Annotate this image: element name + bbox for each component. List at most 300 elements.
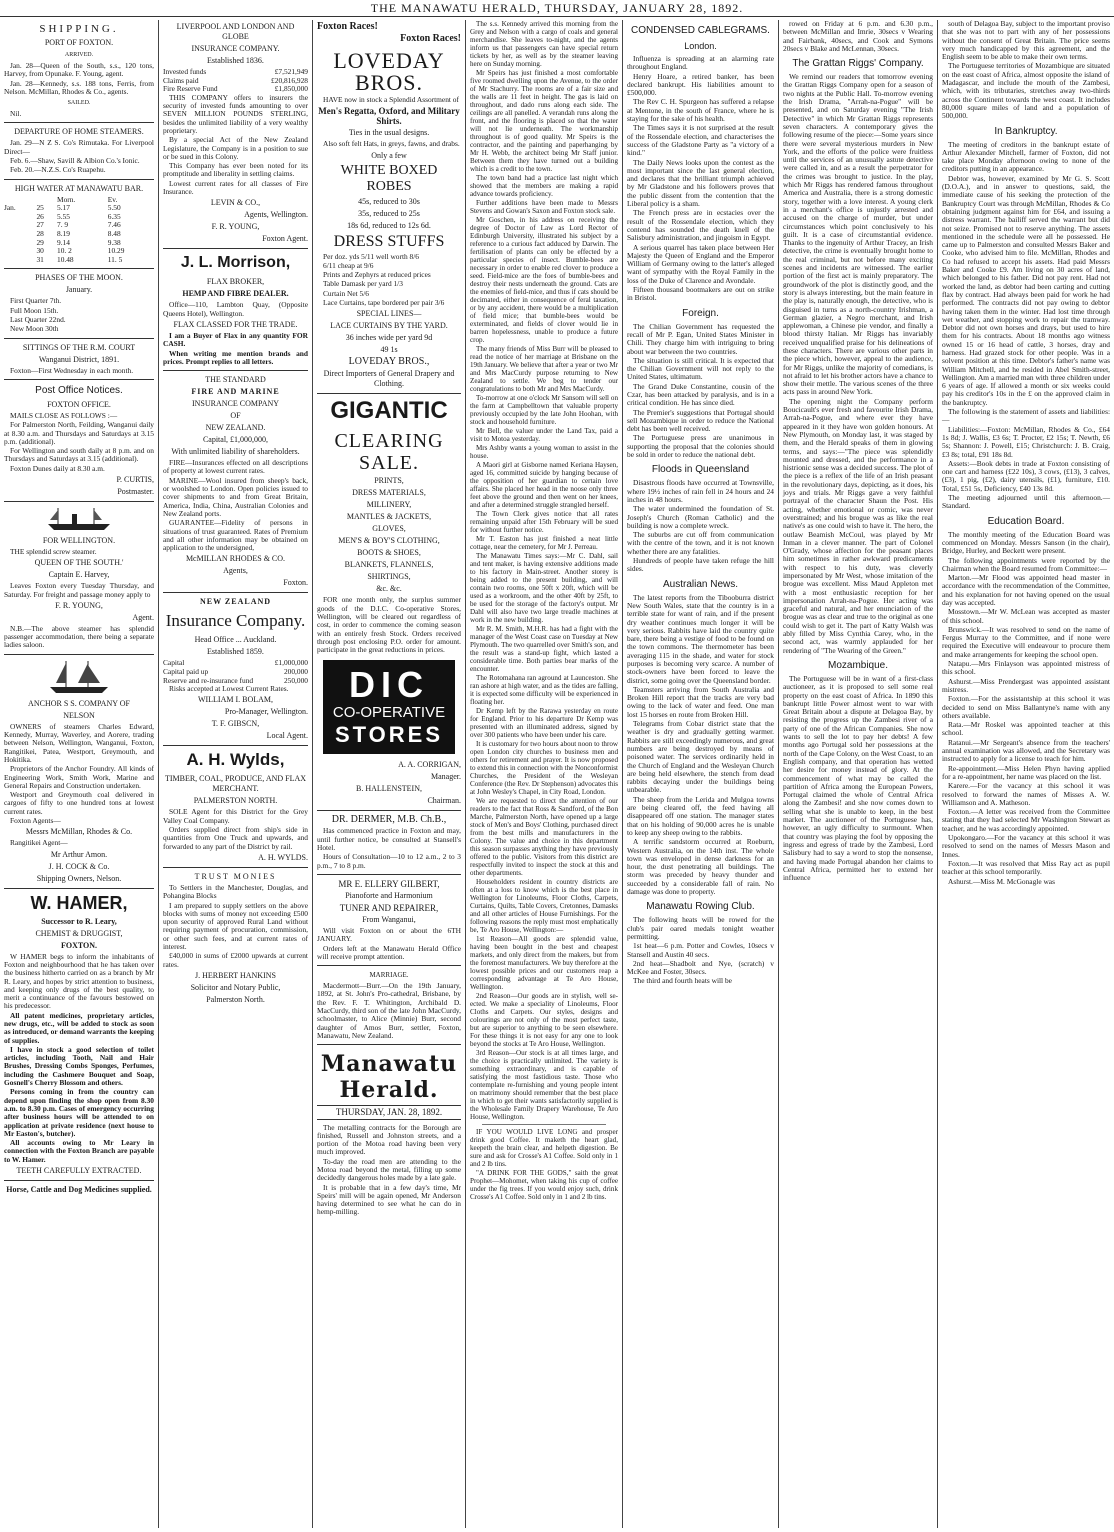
paragraph: Mr Speirs has just finished a most comfortable five roomed dwelling upon the Avenue, to the order of Mr Stachurry. The rooms are of a fair size and the walls are 11 feet in height. The gas is laid on throughout, and dado runs along each side. The ceilings are all panelled. A verandah runs along the front, and the flooring is placed so that the water will not lie underneath. The workmanship throughout is of good quality. Mr Speirs is the contractor, and the painting and paperhanging by Mr H. Webb, the architect being Mr Staff junior. Between them they have turned out a building which is a credit to the town. bbox=[470, 69, 618, 173]
text-line: 18s 6d, reduced to 12s 6d. bbox=[347, 220, 431, 230]
logo-text: STORES bbox=[334, 722, 444, 748]
table-row bbox=[4, 247, 154, 256]
paragraph: The Portuguese territories of Mozambique are situated on the east coast of Africa, almost opposite the island of Madagascar, and include the mouth of the Zambesi, which, with its tributaries, stretches away two-thirds across the Continent towards the west coast. It includes 80,000 square miles of land and a population of 500,000. bbox=[942, 61, 1110, 121]
paragraph: Foxton.—For the assistantship at this school it was decided to send on Miss Ballantyne's name with any others available. bbox=[942, 694, 1110, 720]
signature: T. F. GIBSCN, bbox=[211, 719, 260, 729]
paragraph: "A DRINK FOR THE GODS," saith the great Prophet—Mohomet, when taking his cup of coffee under the fig trees. If you would enjoy such, drink Crosse's A1 Coffee. Sold only in 1 and 2 lb tins. bbox=[470, 1169, 618, 1201]
masthead: THE MANAWATU HERALD, THURSDAY, JANUARY 28, 1892. bbox=[0, 0, 1114, 17]
subheading: SITTINGS OF THE R.M. COURT bbox=[22, 342, 136, 352]
paragraph: Foxton Dunes daily at 8.30 a.m. bbox=[10, 463, 105, 473]
text-line: Messrs McMillan, Rhodes & Co. bbox=[25, 827, 133, 837]
section-heading: Australian News. bbox=[662, 578, 739, 590]
text-line: 49 1s bbox=[380, 345, 398, 355]
section-heading: Manawatu Rowing Club. bbox=[646, 901, 755, 913]
paragraph: Full Moon 15th. bbox=[10, 305, 59, 315]
divider bbox=[4, 501, 154, 502]
advert-title: Foxton Races! bbox=[317, 21, 378, 32]
signature-title: Pro-Manager, Wellington. bbox=[224, 707, 308, 717]
table-cell: 28 bbox=[36, 229, 44, 239]
advert-title: DR. DERMER, M.B. Ch.B., bbox=[331, 814, 447, 826]
table-cell: Capital bbox=[163, 658, 185, 668]
paragraph: Table Damask per yard 1/3 bbox=[323, 279, 403, 289]
paragraph: Dr Kemp left by the Rarawa yesterday en route for England. Prior to his departure Dr Kemp was presented with an illuminated address, signed by over 300 patients who have been under his care. bbox=[470, 707, 618, 739]
logo-text: DIC bbox=[349, 664, 429, 706]
paragraph: 3rd Reason—Our stock is at all times large, and the choice is practically unlimited. The variety is something extraordinary, and is capable of satisfying the most fastidious taste. Those who contemplate re-furnishing and young people intent on matrimony should remember that the best place in which to get their wants satisfactorily supplied is the Wholesale Family Drapery Warehouse, Te Aro House, Wellington. bbox=[470, 1049, 618, 1121]
subheading: Established 1836. bbox=[207, 56, 264, 65]
signature: J. HERBERT HANKINS bbox=[195, 970, 276, 980]
divider bbox=[163, 745, 308, 746]
column-3 bbox=[313, 20, 465, 1528]
paragraph: The Rotomahana ran aground at Launceston. She ran ashore at high water, and as the tides are falling, it is expected some difficulty will be experienced in floating her. bbox=[470, 674, 618, 706]
advert-title: A. H. Wylds, bbox=[186, 750, 285, 770]
subheading: TIMBER, COAL, PRODUCE, AND FLAX MERCHANT. bbox=[164, 774, 307, 794]
paragraph: Telegrams from Cobar district state that the weather is dry and gradually getting warmer. Rabbits are still exceedingly numerous, and great numbers are being destroyed by means of poisoned water. The services ordinarily held in the Church of England and the Wesleyan Church are being held elsewhere, the stench from dead rabbits decaying under the buildings being unbearable. bbox=[627, 719, 774, 795]
table-cell: Ev. bbox=[107, 194, 118, 204]
funds-table bbox=[163, 68, 308, 94]
paragraph: Rata.—Mr Roskel was appointed teacher at this school. bbox=[942, 720, 1110, 738]
paragraph: The opening night the Company perform Boucicault's ever fresh and favourite Irish Drama, Arrah-na-Pogue, and where ever they have appeared in it they have won golden honours. At New Plymouth, on Monday last, it was staged by them, and the Herald speaks of them in glowing terms, and says:—"The piece was splendidly mounted and dressed, and the performance in a histrionic sense was a decided success. The plot of the piece is a reflex of the life of an Irish peasant in the revolutionary days, depicting, as it does, his joys and trials. Mr Riggs gave a very faithful portrayal of the character Shaun the Post. His acting, whether emotional or comic, was never overstrained; and his brogue was as like the real native's as one could wish to have it. The hero, the outlaw Beamish McCoul, was played by Mr Inman in a clever manner. The part of Colonel O'Grady, whose affection for the peasant places him sometimes in rather awkward predicaments with respect to his duty, was cleverly impersonated by Mr West, whose imitation of the brogue was excellent. Miss Maud Appleton met with a most enthusiastic reception for her impersonation Arrah-na-Pogue. Her acting was graceful and natural, and her enunciation of the brogue was as clear and true to the original as one could wish to get it. The part of Katty Walsh was ably filled by Miss Cynthia Carey, who, in the second act, was warmly applauded for her rendering of "The Wearing of the Green." bbox=[783, 396, 933, 655]
column-5 bbox=[623, 20, 778, 1528]
paragraph: Prints and Zephyrs at reduced prices bbox=[323, 270, 431, 280]
signature-title: Postmaster. bbox=[117, 486, 154, 496]
ship-icon bbox=[44, 659, 114, 695]
signature: McMILLAN RHODES & CO. bbox=[185, 554, 286, 564]
paragraph: The meeting of creditors in the bankrupt estate of Arthur Alexander Mitchell, farmer of Foxton, did not take place Monday afternoon owing to none of the creditors putting in an appearance. bbox=[942, 139, 1110, 174]
paragraph: The suburbs are cut off from communication with the centre of the town, and it is not known whether there are any fatalities. bbox=[627, 530, 774, 556]
divider bbox=[4, 888, 154, 889]
table-cell: 9.14 bbox=[57, 237, 70, 247]
table-cell bbox=[4, 213, 36, 222]
paragraph: 1st heat—6 p.m. Potter and Cowles, 10secs v Stansell and Austin 40 secs. bbox=[627, 941, 774, 959]
signature-title: Foxton Agent. bbox=[262, 234, 308, 244]
paragraph: 6/11 cheap at 9/6 bbox=[323, 260, 374, 270]
paragraph: A serious quarrel has taken place between Her Majesty the Queen of England and the Emperor William of Germany owing to the latter's alleged want of sympathy with the Royal Family in the loss of the Duke of Clarence and Avondale. bbox=[627, 242, 774, 285]
paragraph: FIRE—Insurances effected on all descriptions of property at lowest current rates. bbox=[163, 458, 308, 476]
paragraph: N.B.—The above steamer has splendid passenger accommodation, there being a separate ladies saloon. bbox=[4, 623, 154, 650]
subheading: HEMP AND FIBRE DEALER. bbox=[182, 289, 289, 299]
section-heading: Foreign. bbox=[682, 307, 719, 319]
text-line: J. H. COCK & Co. bbox=[48, 861, 110, 871]
advert-title: Insurance Company. bbox=[165, 611, 306, 631]
signature-title: Manager. bbox=[431, 772, 461, 782]
subheading: Established 1859. bbox=[207, 647, 264, 657]
paragraph: south of Delagoa Bay, subject to the important proviso that she was not to part with any of her possessions without the consent of Great Britain. The price seems very much handicapped by this agreement, and the English seem to be able to make their own terms. bbox=[942, 20, 1110, 62]
paragraph: Leaves Foxton every Tuesday Thursday, and Saturday. For freight and passage money apply to bbox=[4, 581, 154, 599]
paragraph: Mr Bell, the valuer under the Land Tax, paid a visit to Motoa yesterday. bbox=[470, 427, 618, 443]
paragraph: Lowest current rates for all classes of Fire Insurance. bbox=[163, 178, 308, 197]
subheading: NELSON bbox=[63, 710, 95, 720]
subheading: NEW ZEALAND. bbox=[205, 423, 266, 433]
section-heading: Post Office Notices. bbox=[35, 384, 123, 396]
divider bbox=[163, 248, 308, 249]
divider bbox=[4, 379, 154, 380]
section-heading: SHIPPING. bbox=[39, 23, 119, 35]
text-line: January. bbox=[65, 285, 93, 295]
table-cell bbox=[4, 239, 36, 248]
signature-title: Agent. bbox=[132, 612, 154, 622]
signature-title: Direct Importers of General Drapery and Clothing. bbox=[323, 369, 455, 389]
list-item: MANTLES & JACKETS, bbox=[346, 512, 432, 522]
divider bbox=[4, 122, 154, 123]
newspaper-nameplate: Manawatu Herald. bbox=[320, 1051, 458, 1104]
divider bbox=[317, 810, 461, 811]
paragraph: Disastrous floods have occurred at Townsville, where 19½ inches of rain fell in 24 hours and 24 inches in 48 hours. bbox=[627, 478, 774, 504]
paragraph: SOLE Agent for this District for the Grey Valley Coal Company. bbox=[163, 807, 308, 825]
signature: A. H. WYLDS. bbox=[258, 852, 308, 862]
subheading: FOXTON OFFICE. bbox=[47, 399, 111, 409]
paragraph: Natapu.—Mrs Finlayson was appointed mistress of this school. bbox=[942, 659, 1110, 677]
subheading: ANCHOR S S. COMPANY OF bbox=[28, 698, 130, 708]
list-item: PRINTS, bbox=[374, 476, 404, 486]
paragraph: To-day the road men are attending to the Motoa road beyond the metal, filling up some decidedly dangerous holes made by a late gale. bbox=[317, 1156, 461, 1183]
paragraph: rowed on Friday at 6 p.m. and 6.30 p.m., between McMillan and Imrie, 30secs v Wearing and Fairbank, 40secs, and Cook and Symons 20secs v Blake and McLennan, 30secs. bbox=[783, 20, 933, 53]
paragraph: Macdermott—Burr.—On the 19th January, 1892, at St. John's Pro-cathedral, Brisbane, by the Rev. F. T. Whitington, Archibald D. MacCurdy, third son of the late John MacCurdy, schoolmaster, to Alice (Minnie) Burr, second daughter of Amos Burr, settler, Foxton, Manawatu, New Zealand. bbox=[317, 981, 461, 1040]
section-heading: Floods in Queensland bbox=[651, 464, 750, 476]
paragraph: The following is the statement of assets and liabilities:— bbox=[942, 407, 1110, 425]
subheading: MARRIAGE. bbox=[369, 971, 409, 980]
signature: F. R. YOUNG, bbox=[211, 222, 260, 232]
signature: LEVIN & CO., bbox=[210, 198, 261, 208]
subheading: Men's Regatta, Oxford, and Military Shirts. bbox=[318, 106, 460, 127]
table-cell: 26 bbox=[36, 211, 44, 221]
paragraph: First Quarter 7th. bbox=[10, 296, 62, 306]
table-cell: Capital paid up bbox=[163, 666, 209, 676]
advert-title: LIVERPOOL AND LONDON AND GLOBE bbox=[176, 22, 295, 41]
subheading: DEPARTURE OF HOME STEAMERS. bbox=[14, 127, 144, 137]
table-cell: Jan. bbox=[4, 203, 16, 213]
subheading: Pianoforte and Harmonium bbox=[345, 890, 433, 900]
table-cell: Invested funds bbox=[163, 67, 207, 76]
high-water-table bbox=[4, 196, 154, 265]
paragraph: THE splendid screw steamer. bbox=[10, 546, 97, 556]
divider bbox=[163, 867, 308, 868]
paragraph: When writing me mention brands and prices. Prompt replies to all letters. bbox=[163, 348, 308, 366]
signature: F. R. YOUNG, bbox=[55, 600, 103, 610]
divider bbox=[4, 338, 154, 339]
paragraph: £40,000 in sums of £2000 upwards at current rates. bbox=[163, 951, 308, 969]
divider bbox=[317, 393, 461, 394]
table-cell: 27 bbox=[36, 220, 44, 230]
table-cell: 31 bbox=[36, 254, 44, 264]
paragraph: To-morrow at one o'clock Mr Sansom will sell on the farm at Campbelltown that valuable property previously occupied by the late John Hoohan, with stock and household furniture. bbox=[470, 394, 618, 426]
paragraph: Assets:—Book debts in trade at Foxton consisting of one cart and harness (£22 10s), 3 cows, (£13), 3 calves, (£3), 1 pig, (£2), dairy utensils, (£1), furniture, £10. Total, £51 5s, Deficiency, £40 13s 8d. bbox=[942, 458, 1110, 493]
paragraph: The third and fourth heats will be bbox=[633, 976, 732, 986]
table-cell: 11. 5 bbox=[107, 254, 123, 264]
table-cell bbox=[4, 230, 36, 239]
paragraph: The Portuguese will be in want of a first-class auctioneer, as it is proposed to sell some real property on the east coast of Africa. In 1890 this bankrupt little Power almost went to war with Great Britain about a dispute at Delagoa Bay, by resisting the progress up the Zambesi river of a party of one of the African Companies. She now wants to sell the lot to pay her debts! A few months ago Portugal sold her possessions at the north of the Cape Colony, on the West Coast, to an English company, and that operation has wetted her desire for money instead of glory. At the commencement of what may be called the partition of Africa among the European Powers, Portugal claimed the whole of Central Africa along the Zambesi! and she now comes down to selling what she is unable to keep, in the best market. The auctioneer of the Portuguese has, however, an ugly difficulty to surmount. When that country was playing the fool by opposing the ingress and egress of trade by the Zambesi, Lord Salisbury had to say a word to stop the nonsense, and having made Portugal abandon her claims to Central Africa, permitted her to extend her influence bbox=[783, 673, 933, 883]
advert-title: GIGANTIC bbox=[330, 397, 448, 425]
table-cell: 7.46 bbox=[107, 220, 121, 230]
section-heading: Education Board. bbox=[987, 515, 1065, 527]
list-item: MILLINERY, bbox=[366, 500, 412, 510]
subheading: LACE CURTAINS BY THE YARD. bbox=[330, 321, 448, 331]
table-cell: 25 bbox=[36, 203, 44, 213]
signature-title: Solicitor and Notary Public, bbox=[190, 982, 281, 992]
subheading: Successor to R. Leary, bbox=[41, 916, 117, 926]
paragraph: For Wellington and south daily at 8 p.m. and on Thursdays and Saturdays at 3.15 (additional). bbox=[4, 446, 154, 464]
paragraph: Foxton.—It was resolved that Miss Ray act as pupil teacher at this school temporarily. bbox=[942, 858, 1110, 877]
table-cell: 5.17 bbox=[57, 203, 70, 213]
divider bbox=[163, 592, 308, 593]
paragraph: The Manawatu Times says:—Mr C. Dahl, sail and tent maker, is having extensive additions made to his factory in Main-street. Another storey is being added to the present building, and will contain two rooms, one 50ft x 20ft, which will be used as a workroom, and the other 40ft by 25ft, to be used for the storage of the factory's output. Mr Dahl will also have two large treadle machines at work in the new building. bbox=[470, 552, 618, 624]
paragraph: Upokongaro.—For the vacancy at this school it was resolved to send on the names of Messrs Mason and Innes. bbox=[942, 833, 1110, 859]
paragraph: Marton.—Mr Flood was appointed head master in accordance with the recommendation of the Committee, and his explanation for not having opened on the usual day was accepted. bbox=[942, 573, 1110, 607]
signature-title: Palmerston North. bbox=[206, 994, 265, 1004]
paragraph: New Moon 30th bbox=[10, 324, 59, 334]
advert-title: LOVEDAY BROS. bbox=[333, 48, 445, 95]
text-line: 35s, reduced to 25s bbox=[358, 208, 420, 218]
table-cell: Fire Reserve Fund bbox=[163, 84, 218, 94]
paragraph: Fifteen thousand bootmakers are out on strike in Bristol. bbox=[627, 285, 774, 303]
logo-text: CO-OPERATIVE bbox=[332, 704, 446, 722]
subheading: SAILED. bbox=[67, 100, 91, 107]
paragraph: The following appointments were reported by the Chairman when the Board resumed from Committee:— bbox=[942, 555, 1110, 573]
text-line: TEETH CAREFULLY EXTRACTED. bbox=[16, 1166, 142, 1176]
paragraph: Orders supplied direct from ship's side in quantities from One Truck and upwards, and forwarded to any part of the District by rail. bbox=[163, 825, 308, 851]
advert-title: THE STANDARD bbox=[205, 375, 266, 385]
paragraph: Mr T. Easton has just finished a neat little cottage, near the cemetery, for Mr J. Perreau. bbox=[470, 535, 618, 551]
list-item: &c. &c. bbox=[376, 584, 402, 594]
paragraph: The Grand Duke Constantine, cousin of the Czar, has been attacked by paralysis, and is in a critical condition. He has since died. bbox=[627, 381, 774, 408]
text-line: Shipping Owners, Nelson. bbox=[36, 873, 122, 883]
paragraph: Ashurst.—Miss Prendergast was appointed assistant mistress. bbox=[942, 676, 1110, 694]
paragraph: Debtor was, however, examined by Mr G. S. Scott (D.O.A.), and in answer to questions, said, the immediate cause of his seeking the protection of the Bankruptcy Court was through McMillan, Rhodes & Co obtaining judgment against him for £64, and issuing a distress warrant. The bailiff served the warrant but did not seize. Promised not to reserve anything. The assets mentioned in the schedule were all he possessed. He came up to Palmerston and consulted Messrs Baker and Cooke, who advised him to file. McMillan, Rhodes and Co had refused to accept his assets. Had paid Messrs Baker and Cooke £9. Am living on 30 acres of land, which belonged to his father. Did not pay rent. Had not worked the land, as debtor had been carting and cutting flax by contract. Had always been paid for work he had performed. The contracts did not pay owing to debtor having taken them in the winter. Had lost time through wet weather, and stopping work to repair the tramway. Debtor did not own horses and drays, but used to hire them for his contracts. About 18 months ago witness owned 15 or 16 head of cattle, 3 horses, dray and harness. Had grazed stock for other people. Was in a solvent position at this time. Debtor's father's name was William Mitchell, and he resided in Abel Smith-street, Wellington. Am a married man with three children under 6 years of age. If allowed a month or six weeks could pay his creditor's 10s in the £ on the approved claim in the bankruptcy. bbox=[942, 173, 1110, 407]
table-cell: £7,521,949 bbox=[274, 67, 308, 76]
paragraph: Westport and Greymouth coal delivered in cargoes of fifty to one hundred tons at lowest current rates. bbox=[4, 790, 154, 816]
paragraph: The following heats will be rowed for the club's pair oared medals tonight weather permitting. bbox=[627, 915, 774, 941]
paragraph: Householders resident in country districts are often at a loss to know which is the best place in Wellington for Linoleums, Floor Cloths, Carpets, Curtains, Quilts, Table Covers, Cretonnes, Damasks and all other articles of House Furnishings. For the following reasons the reply must most emphatically be, Te Aro House, Wellington:— bbox=[470, 878, 618, 934]
text-line: From Wanganui, bbox=[362, 914, 416, 924]
paragraph: A Maori girl at Gisborne named Keriana Haysen, aged 16, committed suicide by hanging because of the opposition of her guardian to certain love affairs. She placed her head in the noose only three feet above the ground and then went on her knees, and after a determined struggle strangled herself. bbox=[470, 461, 618, 509]
table-cell: 250,000 bbox=[283, 675, 308, 685]
paragraph: Hours of Consultation—10 to 12 a.m., 2 to 3 p.m., 7 to 8 p.m. bbox=[317, 852, 461, 870]
paragraph: Mosstown.—Mr W. McLean was accepted as master of this school. bbox=[942, 607, 1110, 625]
table-cell: 10.48 bbox=[57, 254, 74, 264]
section-heading: The Grattan Riggs' Company. bbox=[792, 58, 924, 70]
text-line: Only a few bbox=[371, 150, 407, 160]
table-cell: 200,000 bbox=[283, 666, 308, 676]
paragraph: I am a Buyer of Flax in any quantity FOR CASH. bbox=[163, 330, 308, 349]
paragraph: The Portuguese press are unanimous in supporting the proposal that the colonies should be sold in order to reduce the national debt. bbox=[627, 433, 774, 460]
table-cell: £1,000,000 bbox=[274, 658, 308, 668]
subheading: TUNER AND REPAIRER, bbox=[339, 902, 439, 913]
table-cell: 6.35 bbox=[107, 211, 121, 221]
divider bbox=[317, 1044, 461, 1045]
subheading: FLAX BROKER, bbox=[206, 277, 265, 287]
table-cell: Claims paid bbox=[163, 75, 199, 85]
paragraph: Risks accepted at Lowest Current Rates. bbox=[169, 684, 289, 694]
subheading: PORT OF FOXTON. bbox=[44, 38, 114, 47]
text-line: QUEEN OF THE SOUTH.' bbox=[34, 558, 124, 568]
paragraph: By a special Act of the New Zealand Legislature, the Company is in a position to sue or be sued in this Colony. bbox=[163, 135, 308, 161]
paragraph: Further additions have been made to Messrs Stevens and Gowan's Saxon and Foxton stock sale. bbox=[470, 199, 618, 215]
paragraph: The latest reports from the Tibooburra district New South Wales, state that the country is in a terrible state for want of rain, and if the present dry weather continues much longer it will be very serious. Rabbits have laid the country quite bare, there being a vestige of food to be found on the town commons. The thermometer has been averaging 115 in the shade, and water for stock purposes is becoming very scarce. A number of stock-owners have been forced to leave the district, some going over the Queensland border. bbox=[627, 592, 774, 685]
table-row bbox=[4, 213, 154, 222]
table-cell: 10. 2 bbox=[57, 246, 72, 256]
paragraph: Influenza is spreading at an alarming rate throughout England. bbox=[627, 54, 774, 72]
advert-title: NEW ZEALAND bbox=[199, 597, 272, 607]
paragraph: I am prepared to supply settlers on the above blocks with sums of money not exceeding £500 upon security of approved Rural Land without requiring payment of procuration, commission, or other such fees, and at current rates of interest. bbox=[163, 900, 308, 952]
text-line: 36 inches wide per yard 9d bbox=[345, 333, 433, 343]
paragraph: Nil. bbox=[10, 109, 22, 119]
paragraph: FOR one month only, the surplus summer goods of the D.I.C. Co-operative Stores, Wellington, will be cleared out regardless of cost, in order to commence the coming season with an entirely fresh Stock. Orders received through post enclosing P.O. order for amount. participate in the great reductions in prices. bbox=[317, 595, 461, 655]
paragraph: For Palmerston North, Feilding, Wanganui daily at 8.30 a.m. and Thursdays and Saturdays at 3.15 p.m. (additional). bbox=[4, 420, 154, 446]
paragraph: Jan. 28—Kennedy, s.s. 188 tons, Ferris, from Nelson. McMillan, Rhodes & Co., agents. bbox=[4, 78, 154, 96]
table-row bbox=[4, 204, 154, 213]
paragraph: 2nd Reason—Our goods are in stylish, well se-ected. We make a speciality of Linoleums, Floor Cloths and Carpets. Our styles, designs and colourings are not only of the most perfect taste, but are superior to anything to be seen elsewhere. For these things it is not easy for any one to look beyond the stocks at Te Aro House, Wellington. bbox=[470, 992, 618, 1048]
paragraph: HAVE now in stock a Splendid Assortment of bbox=[323, 95, 459, 104]
paragraph: Ratanui.—Mr Sergeant's absence from the teachers' annual examination was allowed, and the Secretary was instructed to apply for a license to teach for him. bbox=[942, 737, 1110, 764]
paragraph: MARINE—Wool insured from sheep's back, or woolshed to London. Open policies issued to cover shipments to and from Great Britain, America, India, China, Australian Colonies and New Zealand ports. bbox=[163, 475, 308, 518]
paragraph: Liabilities:—Foxton: McMillan, Rhodes & Co., £64 1s 8d; J. Wallis, £3 6s; T. Procter, £2 15s; T. Newth, £6 5s; Shannon: J. Powell, £15; Christchurch: J. B. Craig, £3 8s; total, £91 18s 8d. bbox=[942, 424, 1110, 459]
subheading: WHITE BOXED ROBES bbox=[340, 162, 438, 194]
subheading: DRESS STUFFS bbox=[333, 232, 445, 250]
paragraph: The Times says it is not surprised at the result of the Rossendale election, and characterises the success of the Gladstone Party as "a victory of a kind." bbox=[627, 123, 774, 158]
paragraph: I have in stock a good selection of toilet articles, including Tooth, Nail and Hair Brushes, Dressing Combs Sponges, Perfumes, including the Cashmere Bouquet and Soap, Gosnell's Cherry Blossom and others. bbox=[4, 1044, 154, 1088]
divider bbox=[317, 965, 461, 966]
paragraph: Karere.—For the vacancy at this school it was resolved to forward the names of Misses A. W. Williamson and A. Matheson. bbox=[942, 781, 1110, 807]
section-heading: London. bbox=[684, 41, 717, 51]
list-item: DRESS MATERIALS, bbox=[352, 488, 426, 498]
paragraph: To Settlers in the Manchester, Douglas, and Pohangina Blocks bbox=[163, 882, 308, 901]
signature-title: Agents, bbox=[223, 566, 248, 576]
subheading: FOXTON. bbox=[60, 940, 98, 950]
advert-title: FIRE AND MARINE bbox=[191, 387, 280, 397]
table-cell: 7. 9 bbox=[57, 220, 69, 230]
paragraph: The situation is still critical. It is expected that the Chilian Government will not reply to the United States, ultimatum. bbox=[627, 355, 774, 382]
paragraph: Jan. 28—Queen of the South, s.s., 120 tons, Harvey, from Opunake. F. Young, agent. bbox=[4, 61, 154, 79]
dateline: THURSDAY, JAN. 28, 1892. bbox=[317, 1105, 461, 1119]
paragraph: Hundreds of people have taken refuge the hill sides. bbox=[627, 556, 774, 574]
subheading: PHASES OF THE MOON. bbox=[35, 273, 123, 283]
dic-stores-logo bbox=[323, 660, 455, 754]
divider bbox=[4, 179, 154, 180]
list-item: BLANKETS, FLANNELS, bbox=[344, 560, 434, 570]
capital-table bbox=[163, 659, 308, 685]
subheading: INSURANCE COMPANY bbox=[191, 399, 280, 409]
paragraph: The water undermined the foundation of St. Joseph's Church (Roman Catholic) and the building is now a complete wreck. bbox=[627, 504, 774, 530]
table-cell: 29 bbox=[36, 237, 44, 247]
paragraph: It is probable that in a few day's time, Mr Speirs' mill will be again opened, Mr Anderson having determined to see what he can do in hemp-milling. bbox=[317, 1182, 461, 1217]
text-line: Ties in the usual designs. bbox=[348, 128, 430, 138]
paragraph: OWNERS of steamers Charles Edward, Kennedy, Murray, Waverley, and Aorere, trading between Nelson, Wellington, Wanganui, Foxton, Rangitikei, Patea, Westport, Greymouth, and Hokitika. bbox=[4, 721, 154, 764]
paragraph: Foxton Agents— bbox=[10, 816, 61, 826]
paragraph: The monthly meeting of the Education Board was commenced on Monday. Messrs Sanson (in the chair), Bridge, Hurley, and Beckett were present. bbox=[942, 529, 1110, 556]
text-line: Capital, £1,000,000, bbox=[202, 435, 269, 445]
text-line: With unlimited liability of shareholders. bbox=[171, 447, 300, 457]
paragraph: Henry Hoare, a retired banker, has been declared bankrupt. His liabilities amount to £500,000. bbox=[627, 71, 774, 98]
text-line: Captain E. Harvey, bbox=[48, 570, 110, 580]
paragraph: W HAMER begs to inform the inhabitants of Foxton and neighbourhood that he has taken over the business hitherto carried on as a branch by Mr R. Leary, and hopes by strict attention to business, and keeping only drugs of the best quality, to merit a continuance of the favours bestowed on his predecessor. bbox=[4, 951, 154, 1011]
subheading: PALMERSTON NORTH. bbox=[193, 796, 278, 806]
paragraph: We remind our readers that tomorrow evening the Grattan Riggs Company open for a season of two nights at the Public Hall. To-morrow evening the Irish Drama, "Arrah-na-Pogue" will be presented, and on Saturday evening "The Irish Detective" in which Mr Grattan Riggs represents seven characters. A contemporary gives the following resume of the piece:—Some years since there were several mysterious murders in New York, and the efforts of the police were fruitless until the services of an unusually astute detective were called in, and as a result the perpetrator for the crimes was brought to justice. In the play, which Mr Riggs has rendered famous throughout America and Australia, there is a strong domestic story, together with a love interest. A young clerk in a merchant's office is unjustly arrested and accused on the charge of murder, but under circumstances which point conclusively to his guilt. It is a case of circumstantial evidence. Thanks to the ingenuity of Arthur Tracey, an Irish detective, the crime is eventually brought home to the real criminal, but not before many exciting scenes and incidents are witnessed. The earlier portion of the first act is mainly preparatory. The groundwork of the plot is distinctly good, and the story is always interesting, but the main feature in the play is, naturally enough, the detective, who is disguised in turns as a north-country Irishman, a German glazier, a Negro merchant, and Irish applewoman, a Chinese pie vendor, and finally a blood thirsty Italian. Mr Riggs has invariably received unqualified praise for his delineations of these characters. There are various other parts in the piece which, however, appeal to the audience, for Mr Riggs, unlike the majority of comedians, is not afraid to let his brother actors have a chance to show their mettle. The various scenes of the three acts pass in around New York. bbox=[783, 72, 933, 397]
paragraph: The Daily News looks upon the contest as the most important since the last general election, and declares that the brilliant triumph achieved by Mr Gladstone and his followers proves that the public dissent from the contention that the Liberal policy is a sham. bbox=[627, 157, 774, 209]
divider bbox=[163, 370, 308, 371]
list-item: MEN'S & BOY'S CLOTHING, bbox=[338, 536, 440, 546]
divider bbox=[4, 1180, 154, 1181]
paragraph: Will visit Foxton on or about the 6TH JANUARY. bbox=[317, 925, 461, 944]
advert-title: W. HAMER, bbox=[30, 892, 128, 913]
text-line: Horse, Cattle and Dog Medicines supplied. bbox=[6, 1185, 152, 1195]
subheading: Head Office ... Auckland. bbox=[194, 635, 277, 645]
signature: A. A. CORRIGAN, bbox=[398, 760, 461, 770]
signature-title: Local Agent. bbox=[266, 731, 308, 741]
paragraph: This Company has ever been noted for its promptitude and liberality in settling claims. bbox=[163, 161, 308, 179]
paragraph: The many friends of Miss Burr will be pleased to read the notice of her marriage at Brisbane on the 19th January. We believe that after a year or two Mr and Mrs MacCurdy purpose returning to New Zealand to settle. We beg to tender our congratulations to both Mr and Mrs MacCurdy. bbox=[470, 345, 618, 393]
paragraph: Lace Curtains, tape bordered per pair 3/6 bbox=[323, 298, 445, 308]
text-line: 45s, reduced to 30s bbox=[358, 196, 420, 206]
signature: P. CURTIS, bbox=[116, 474, 154, 484]
subheading: ARRIVED. bbox=[64, 52, 94, 58]
signature-title: Chairman. bbox=[427, 796, 461, 806]
paragraph: 2nd heat—Shadbolt and Nye, (scratch) v McKee and Foster, 30secs. bbox=[627, 958, 774, 977]
column-1 bbox=[0, 20, 158, 1528]
signature-title: Foxton. bbox=[283, 578, 308, 588]
advert-title: MR E. ELLERY GILBERT, bbox=[338, 878, 440, 889]
paragraph: The s.s. Kennedy arrived this morning from the Grey and Nelson with a cargo of coals and general merchandise. She leaves to-night, and the agents inform us that passengers can have special return tickets by her, as well as by the steamer leaving here on Sunday morning. bbox=[470, 20, 618, 68]
paragraph: THIS COMPANY offers to insurers the security of invested funds amounting to over SEVEN MILLION POUNDS STERLING, besides the unlimited liability of a very wealthy proprietary. bbox=[163, 92, 308, 135]
table-cell: £20,816,928 bbox=[271, 75, 308, 85]
paragraph: Persons coming in from the country can depend upon finding the shop open from 8.30 a.m. to 8.30 p.m. Cases of emergency occurring after business hours will be attended to on application at private residence (next house to Mr Easton's, butcher). bbox=[4, 1087, 154, 1138]
paragraph: The Chilian Government has requested the recall of Mr P. Egan, United States Minister in Chili. They charge him with intriguing to bring about war between the two countries. bbox=[627, 321, 774, 356]
signature: WILLIAM I. BOLAM, bbox=[197, 695, 274, 705]
table-cell: 8.19 bbox=[57, 229, 70, 239]
column-2 bbox=[159, 20, 312, 1528]
paragraph: Foxton—First Wednesday in each month. bbox=[10, 365, 134, 375]
paragraph: We are requested to direct the attention of our readers to the fact that Ross & Sandford, of the Bon Marche, Palmerston North, have opened up a large stock of Men's and Boys' Clothing, purchased direct from the best mills and manufacturers in the Colony. The value and choice in this department this season surpasses anything they have previously offered to the public. Visitors from this district are respectfully invited to inspect the stock at this and other departments. bbox=[470, 797, 618, 877]
paragraph: The sheep from the Lerida and Mulgoa towns are being cleared off, the feed having all disappeared off one station. The manager states that on his holding of 90,000 acres he is unable to keep any sheep owing to the rabbits. bbox=[627, 794, 774, 837]
column-7 bbox=[938, 20, 1114, 1528]
paragraph: GUARANTEE—Fidelity of persons in situations of trust guaranteed. Rates of Premium and all other information may be obtained on application to the undersigned, bbox=[163, 518, 308, 553]
table-cell: Reserve and re-insurance fund bbox=[163, 675, 254, 685]
paragraph: IF YOU WOULD LIVE LONG and prosper drink good Coffee. It maketh the heart glad, keepeth the brain clear, and helpeth digestion. Be sure and ask for Crosse's A1 Coffee. Sold only in 1 and 2 lb tins. bbox=[470, 1128, 618, 1168]
signature-title: Agents, Wellington. bbox=[244, 210, 308, 220]
paragraph: Curtain Net 5/6 bbox=[323, 288, 369, 298]
paragraph: Re-appointment.—Miss Helen Phyn having applied for a re-appointment, her name was placed on the list. bbox=[942, 763, 1110, 781]
paragraph: The Premier's suggestions that Portugal should sell Mozambique in order to reduce the National debt has been well received. bbox=[627, 407, 774, 434]
table-cell: 8.48 bbox=[107, 229, 121, 239]
table-cell: £1,850,000 bbox=[274, 84, 308, 94]
section-heading: Mozambique. bbox=[827, 659, 889, 671]
paragraph: Orders left at the Manawatu Herald Office will receive prompt attention. bbox=[317, 943, 461, 961]
table-cell: 30 bbox=[36, 246, 44, 256]
table-cell: Morn. bbox=[57, 194, 76, 204]
table-row bbox=[4, 256, 154, 265]
subheading: FOR WELLINGTON. bbox=[42, 535, 116, 545]
subheading: SPECIAL LINES— bbox=[356, 309, 422, 319]
text-line: Wanganui District, 1891. bbox=[38, 354, 120, 364]
list-item: GLOVES, bbox=[372, 524, 406, 534]
paragraph: Has commenced practice in Foxton and may, until further notice, be consulted at Stansell's Hotel. bbox=[317, 826, 461, 853]
paragraph: Last Quarter 22nd. bbox=[10, 315, 66, 325]
divider bbox=[4, 654, 154, 655]
advert-title: TRUST MONIES bbox=[194, 871, 277, 881]
column-4 bbox=[466, 20, 622, 1528]
table-cell bbox=[4, 247, 36, 256]
advert-title: INSURANCE COMPANY. bbox=[191, 44, 280, 53]
subheading: HIGH WATER AT MANAWATU BAR. bbox=[14, 183, 144, 193]
signature: LOVEDAY BROS., bbox=[348, 356, 430, 368]
table-cell bbox=[4, 221, 36, 230]
list-item: SHIRTINGS, bbox=[367, 572, 411, 582]
paragraph: Feb. 20.—N.Z.S. Co's Ruapehu. bbox=[10, 165, 106, 175]
paragraph: Rangitikei Agent— bbox=[10, 838, 68, 848]
table-header-row bbox=[4, 196, 154, 205]
table-cell: 5.50 bbox=[107, 203, 121, 213]
subheading: OF bbox=[230, 411, 241, 421]
paragraph: Ashurst.—Miss M. McGonagle was bbox=[948, 876, 1055, 886]
paragraph: It is customary for two hours about noon to throw open London city churches to business men and others for retirement and prayer. It is now proposed to extend this in connection with the Nonconformist Churches, the President of the Wesleyan Conference (the Rev. Dr Stephenson) advocates this at John Wesley's Chapel, in City Road, London. bbox=[470, 740, 618, 796]
